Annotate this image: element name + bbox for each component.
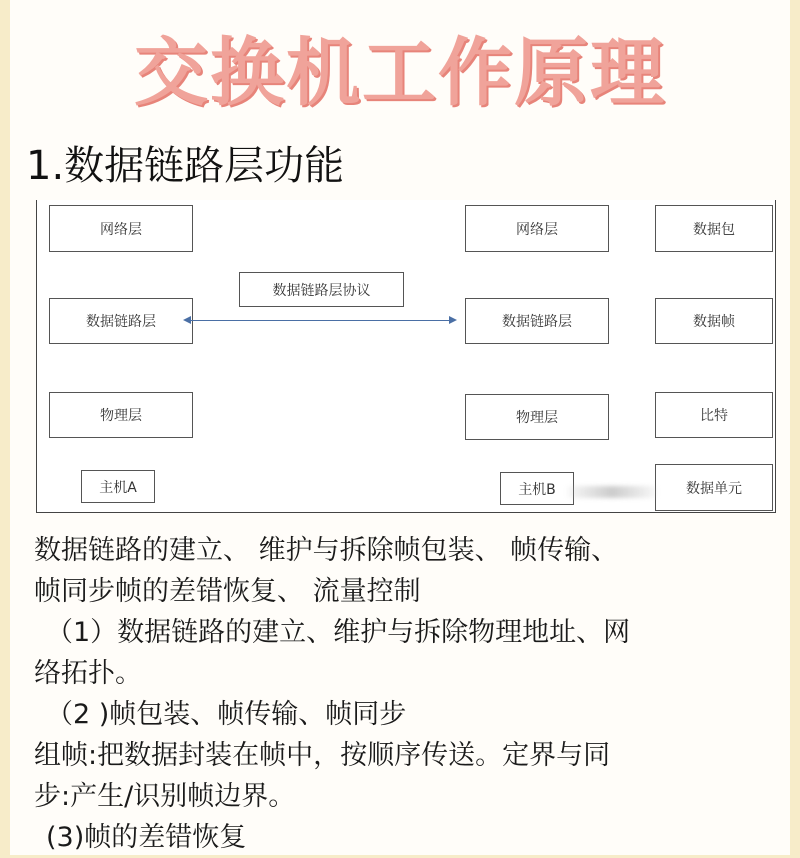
host-a-label: 主机A (81, 470, 155, 503)
body-line: 组帧:把数据封装在帧中，按顺序传送。定界与同 (34, 740, 611, 771)
osi-layer-diagram (36, 200, 776, 513)
watermark-blur (567, 486, 657, 498)
body-line: 数据链路的建立、 维护与拆除帧包装、 帧传输、 (34, 535, 619, 566)
unit-bit: 比特 (655, 392, 773, 438)
host-a-network-layer: 网络层 (49, 205, 193, 252)
body-line: 络拓扑。 (34, 658, 142, 689)
body-line: (3)帧的差错恢复 (46, 822, 247, 853)
protocol-label: 数据链路层协议 (239, 272, 404, 307)
body-line: （1）数据链路的建立、维护与拆除物理地址、网 (46, 617, 631, 648)
page (10, 0, 790, 855)
unit-packet: 数据包 (655, 205, 773, 252)
bidirectional-arrow-icon (185, 320, 455, 321)
body-text (34, 530, 774, 858)
section-heading: 1.数据链路层功能 (26, 143, 345, 189)
host-b-data-link-layer: 数据链路层 (465, 298, 609, 344)
body-line: 帧同步帧的差错恢复、 流量控制 (34, 576, 421, 607)
host-a-physical-layer: 物理层 (49, 392, 193, 438)
unit-frame: 数据帧 (655, 298, 773, 344)
page-title: 交换机工作原理 (134, 30, 666, 116)
unit-data-unit: 数据单元 (655, 464, 773, 511)
body-line: 步:产生/识别帧边界。 (34, 781, 296, 812)
host-a-data-link-layer: 数据链路层 (49, 298, 193, 344)
body-line: （2 )帧包装、帧传输、帧同步 (46, 699, 407, 730)
host-b-network-layer: 网络层 (465, 205, 609, 252)
host-b-physical-layer: 物理层 (465, 394, 609, 440)
host-b-label: 主机B (500, 472, 574, 505)
